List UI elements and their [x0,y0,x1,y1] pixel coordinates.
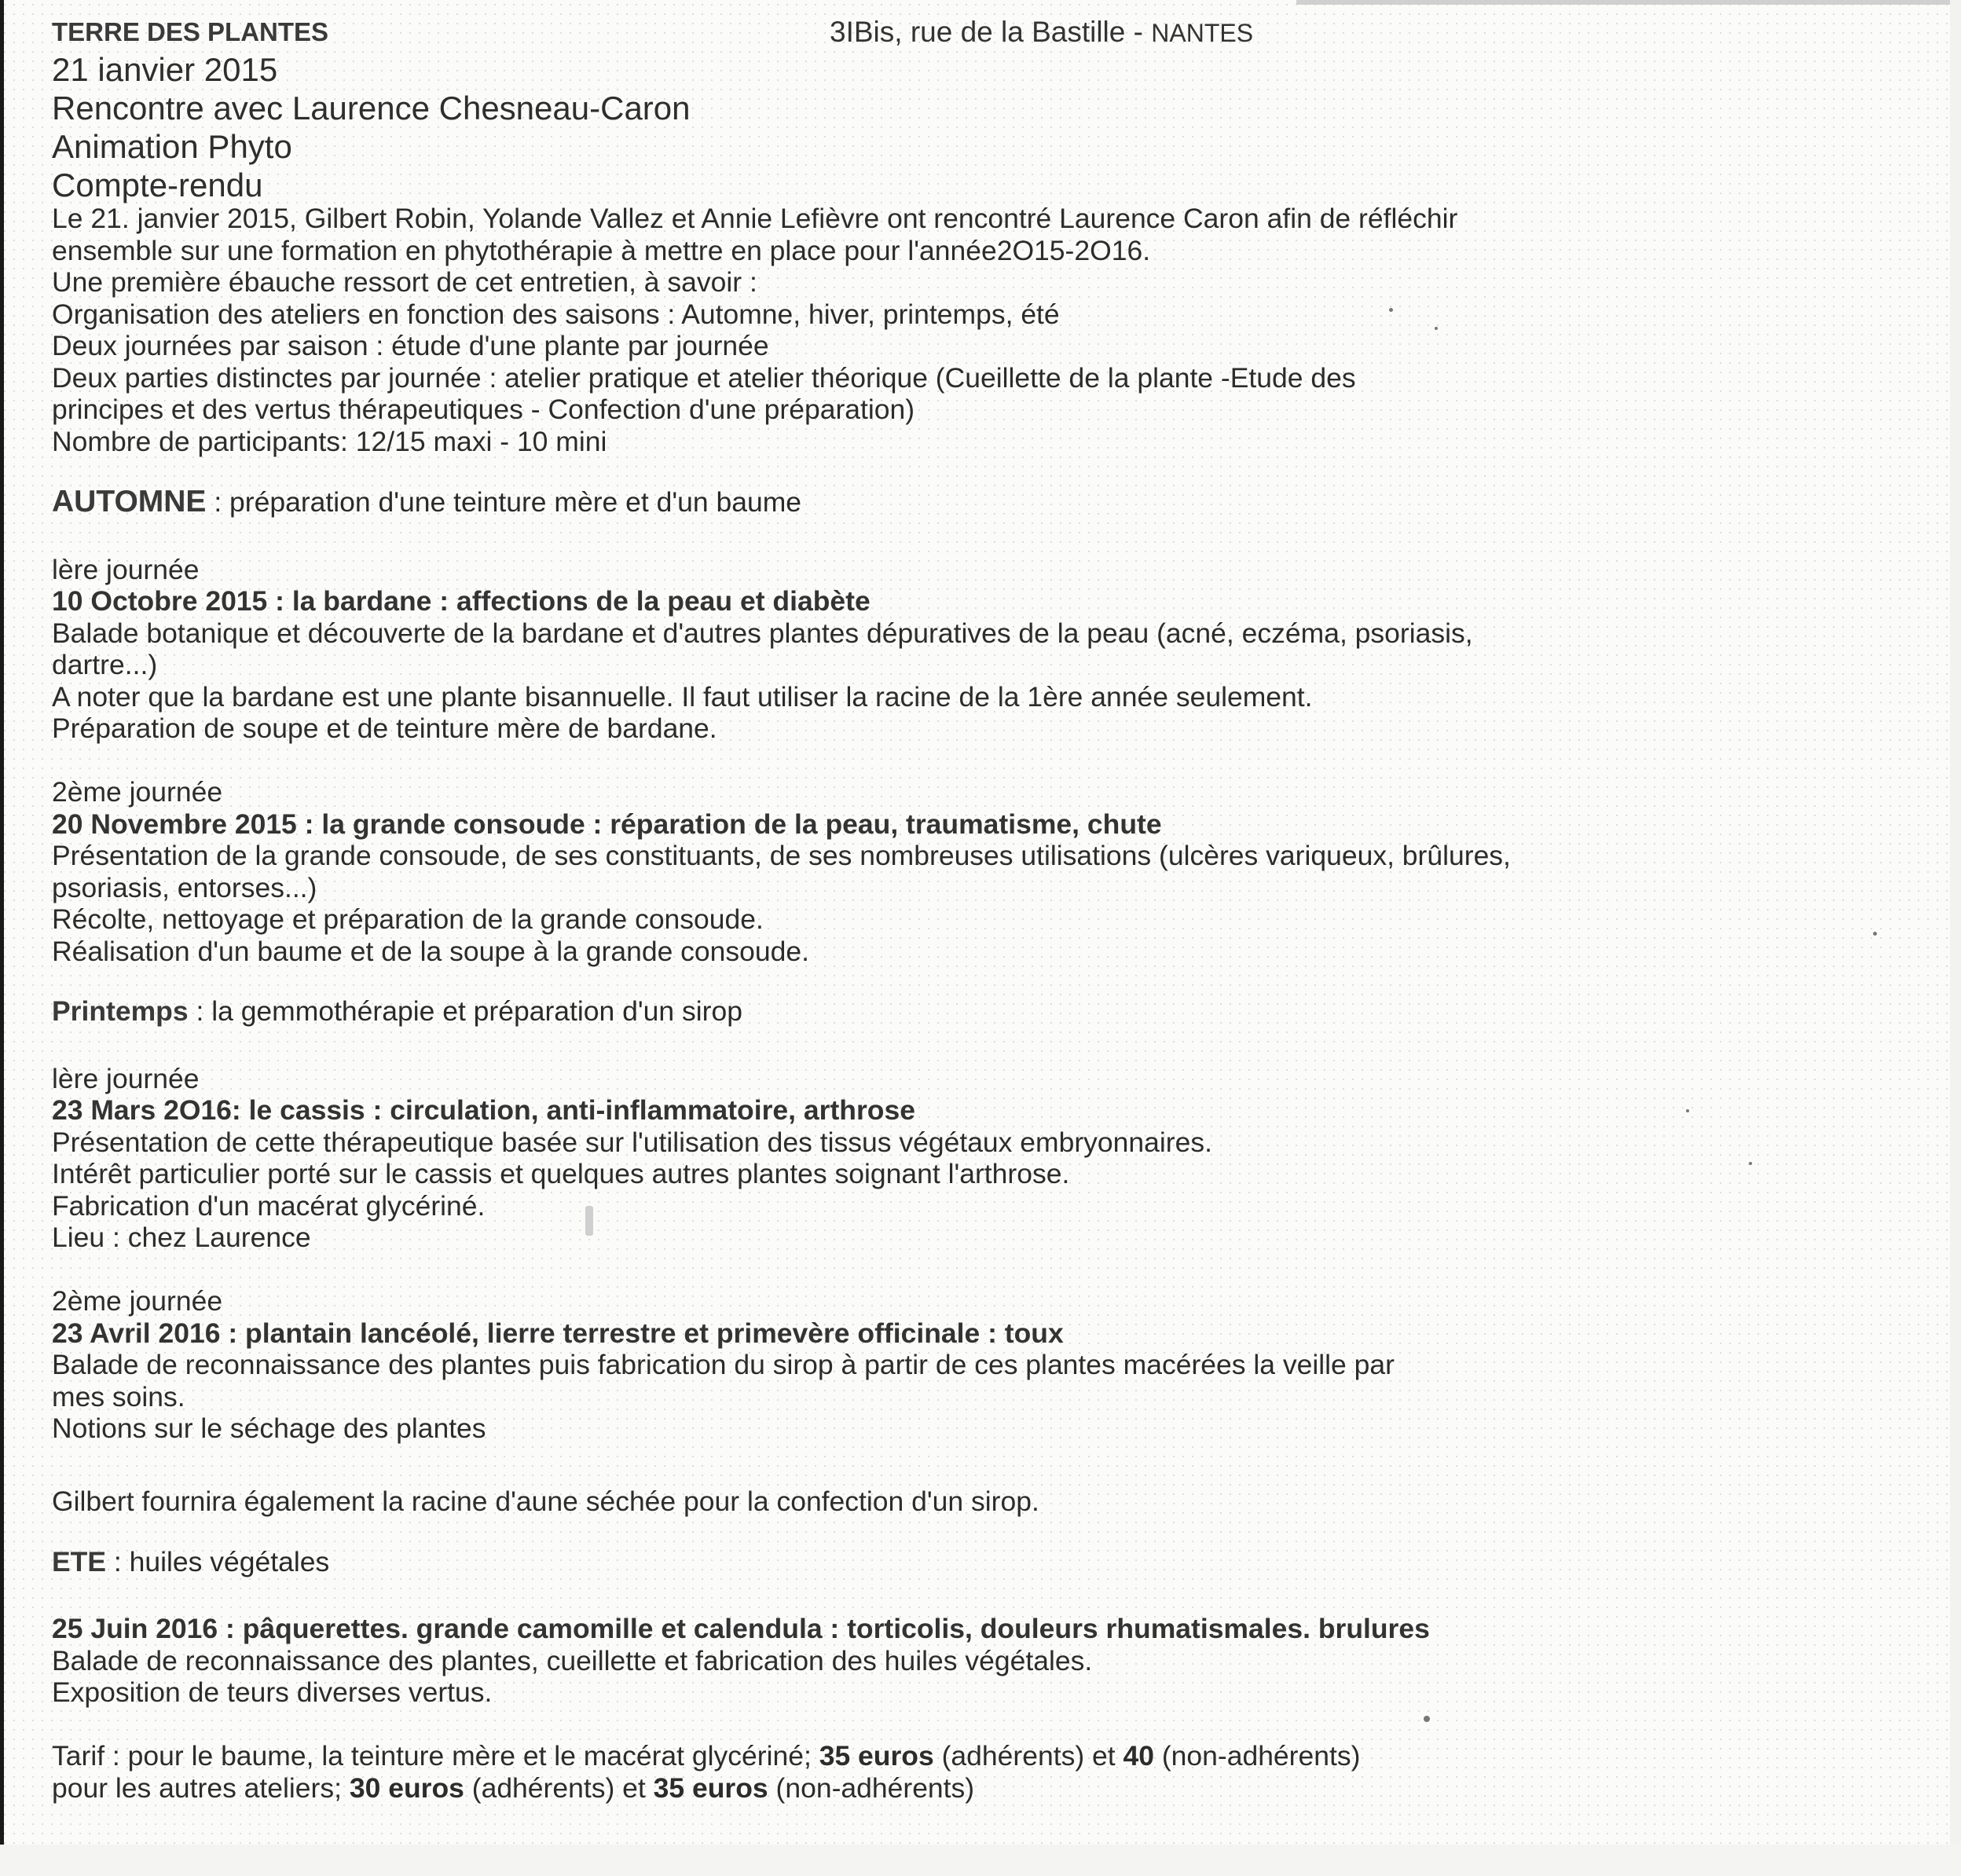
price-member: 30 euros [349,1772,464,1804]
day-label: lère journée [52,1062,200,1094]
autumn-day-1 [52,554,1560,745]
day-line: mes soins. [52,1380,185,1412]
day-heading: 25 Juin 2016 : pâquerettes. grande camomille et calendula : torticolis, douleurs rhumatismales. brulures [52,1613,1430,1644]
season-heading-spring [52,992,1560,1031]
scan-left-edge [0,0,4,1876]
day-label: 2ème journée [52,776,223,808]
intro-line: Nombre de participants: 12/15 maxi - 10 mini [52,425,607,457]
day-heading: 10 Octobre 2015 : la bardane : affections de la peau et diabète [52,585,871,617]
day-line: Exposition de teurs diverses vertus. [52,1676,493,1708]
day-line: Présentation de la grande consoude, de ses constituants, de ses nombreuses utilisations (ulcères variqueux, brûlures, [52,840,1511,871]
day-line: Fabrication d'un macérat glycériné. [52,1189,486,1222]
intro-line: Deux parties distinctes par journée : atelier pratique et atelier théorique (Cueillette de la plante -Etude des [52,361,1356,394]
topic-title: Animation Phyto [52,128,292,165]
season-name: AUTOMNE [52,485,207,518]
scan-speck [585,1206,593,1236]
document-titles [52,50,691,204]
address-city: NANTES [1151,19,1254,47]
season-heading-summer [52,1543,1560,1581]
spring-note: Gilbert fournira également la racine d'aune séchée pour la confection d'un sirop. [52,1486,1039,1517]
day-line: Balade de reconnaissance des plantes puis fabrication du sirop à partir de ces plantes macérées la veille par [52,1349,1395,1380]
day-line: psoriasis, entorses...) [52,871,317,903]
pricing-text: pour les autres ateliers; [52,1772,350,1804]
day-line: Intérêt particulier porté sur le cassis et quelques autres plantes soignant l'arthrose. [52,1158,1070,1189]
intro-paragraph [52,203,1560,457]
day-line: Lieu : chez Laurence [52,1222,311,1253]
day-line: Réalisation d'un baume et de la soupe à la grande consoude. [52,935,809,967]
season-heading-autumn [52,482,1560,522]
day-line: Notions sur le séchage des plantes [52,1412,486,1444]
day-label: 2ème journée [52,1285,223,1317]
pricing [52,1740,1560,1804]
autumn-day-2 [52,776,1560,967]
document-body [52,203,1560,1804]
day-line: dartre...) [52,649,158,680]
organization-name: TERRE DES PLANTES [52,17,329,46]
spring-day-1 [52,1063,1560,1254]
season-name: Printemps [52,995,189,1027]
pricing-line-2 [52,1772,1560,1805]
document-date: 21 ianvier 2015 [52,51,278,88]
day-line: Récolte, nettoyage et préparation de la grande consoude. [52,903,764,935]
scan-speck [1873,932,1877,936]
pricing-text: Tarif : pour le baume, la teinture mère et le macérat glycériné; [52,1740,819,1772]
day-line: Balade de reconnaissance des plantes, cueillette et fabrication des huiles végétales. [52,1644,1093,1676]
day-label: lère journée [52,553,200,585]
document-type: Compte-rendu [52,167,263,203]
scan-top-edge [1296,0,1961,5]
day-heading: 23 Mars 2O16: le cassis : circulation, anti-inflammatoire, arthrose [52,1094,915,1126]
pricing-text: (non-adhérents) [1153,1740,1361,1772]
meeting-title: Rencontre avec Laurence Chesneau-Caron [52,90,691,126]
pricing-text: (non-adhérents) [768,1772,975,1804]
address-street: 3IBis, rue de la Bastille - [830,16,1143,48]
scan-right-edge [1950,0,1961,1876]
day-heading: 23 Avril 2016 : plantain lancéolé, lierre terrestre et primevère officinale : toux [52,1317,1064,1349]
price-nonmember: 35 euros [653,1772,768,1804]
day-line: Balade botanique et découverte de la bardane et d'autres plantes dépuratives de la peau (acné, eczéma, psoriasis, [52,617,1473,649]
day-heading: 20 Novembre 2015 : la grande consoude : réparation de la peau, traumatisme, chute [52,808,1162,840]
document-header [52,17,1882,49]
day-line: Présentation de cette thérapeutique basée sur l'utilisation des tissus végétaux embryonnaires. [52,1126,1212,1158]
summer-day [52,1613,1560,1709]
intro-line: Le 21. janvier 2015, Gilbert Robin, Yolande Vallez et Annie Lefièvre ont rencontré Laurence Caron afin de réfléchir [52,203,1458,234]
scan-speck [1686,1109,1689,1112]
spring-day-2 [52,1285,1560,1445]
pricing-text: (adhérents) et [933,1740,1123,1772]
season-name: ETE [52,1545,107,1577]
scan-speck [1389,308,1393,312]
scan-bottom-edge [0,1845,1961,1876]
season-subtitle: : préparation d'une teinture mère et d'un baume [206,486,802,518]
scan-speck [1749,1162,1752,1165]
intro-line: ensemble sur une formation en phytothérapie à mettre en place pour l'année2O15-2O16. [52,234,1151,266]
intro-line: principes et des vertus thérapeutiques - Confection d'une préparation) [52,394,915,425]
pricing-line-1 [52,1740,1560,1772]
season-subtitle: : huiles végétales [106,1545,330,1577]
day-line: Préparation de soupe et de teinture mère de bardane. [52,713,717,744]
scan-speck [1435,327,1438,330]
pricing-text: (adhérents) et [464,1772,654,1804]
scan-speck [1424,1716,1430,1722]
intro-line: Organisation des ateliers en fonction des saisons : Automne, hiver, printemps, été [52,298,1060,330]
intro-line: Une première ébauche ressort de cet entretien, à savoir : [52,266,757,298]
price-nonmember: 40 [1123,1740,1154,1772]
intro-line: Deux journées par saison : étude d'une plante par journée [52,330,769,361]
season-subtitle: : la gemmothérapie et préparation d'un sirop [188,995,742,1027]
address [830,16,1253,49]
day-line: A noter que la bardane est une plante bisannuelle. Il faut utiliser la racine de la 1ère année seulement. [52,680,1313,713]
price-member: 35 euros [819,1740,934,1772]
